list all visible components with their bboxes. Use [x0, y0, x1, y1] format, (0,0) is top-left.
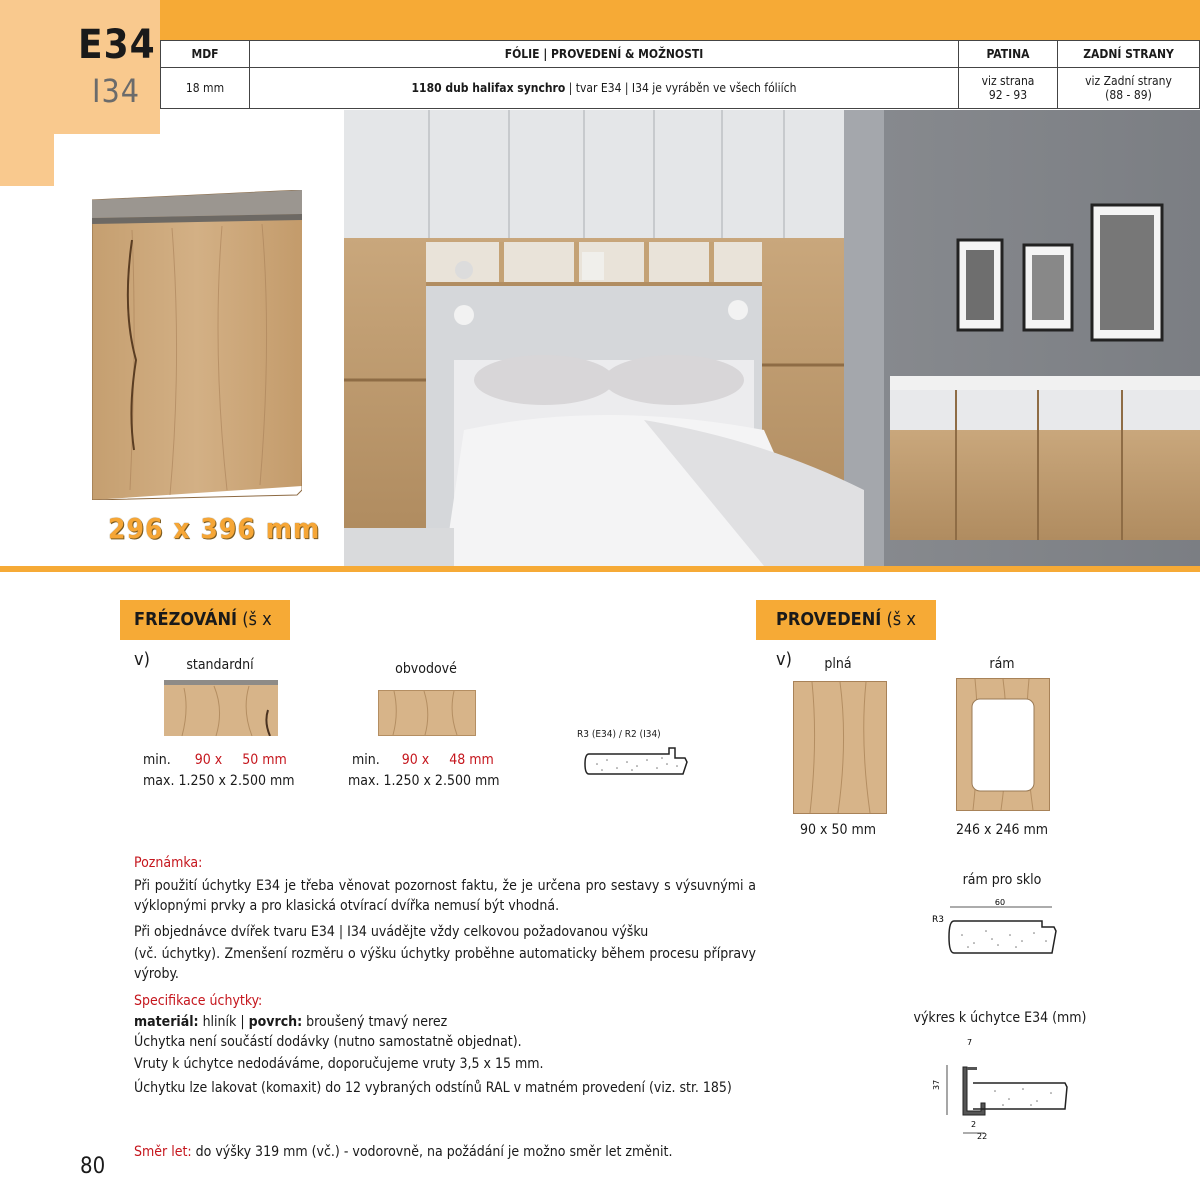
vykres-dim-7: 7 — [967, 1038, 973, 1047]
poznamka-title: Poznámka: — [134, 855, 203, 871]
vykres-dim-22: 22 — [977, 1132, 988, 1141]
standard-sample-grain — [164, 680, 278, 736]
top-accent-bar — [160, 0, 1200, 40]
povrch-label: povrch: — [248, 1014, 303, 1030]
ram-size: 246 x 246 mm — [955, 822, 1049, 838]
spec-table — [160, 40, 1200, 109]
folie-rest: | tvar E34 | I34 je vyráběn ve všech fóliích — [565, 81, 797, 95]
ram-sklo-drawing-svg — [930, 895, 1060, 965]
smer-label: Směr let: — [134, 1144, 192, 1160]
provedeni-title-sub: (š x v) — [776, 609, 916, 670]
vykres-dim-37: 37 — [932, 1079, 941, 1090]
profile-drawing — [583, 744, 693, 788]
spec-header-row — [161, 41, 1200, 68]
ram-sklo-r: R3 — [932, 915, 944, 925]
standard-min-w: 90 x — [194, 752, 223, 768]
vykres-label: výkres k úchytce E34 (mm) — [913, 1010, 1087, 1026]
room-illustration — [344, 110, 1200, 566]
vykres-drawing — [925, 1035, 1075, 1149]
zadni-line2: (88 - 89) — [1105, 88, 1152, 102]
folie-bold: 1180 dub halifax synchro — [411, 81, 566, 95]
spec-title: Specifikace úchytky: — [134, 993, 263, 1009]
col-mdf: MDF — [161, 41, 250, 68]
ram-sklo-label: rám pro sklo — [962, 872, 1042, 888]
profile-label: R3 (E34) / R2 (I34) — [577, 729, 661, 740]
obvodove-min-label: min. — [352, 752, 380, 768]
plna-size: 90 x 50 mm — [799, 822, 877, 838]
product-code: E34 — [78, 22, 156, 68]
plna-label: plná — [824, 656, 852, 672]
obvodove-min-w: 90 x — [401, 752, 430, 768]
spec-l2: Úchytka není součástí dodávky (nutno samostatně objednat). — [134, 1034, 522, 1050]
obvodove-min — [352, 752, 494, 768]
patina-line1: viz strana — [981, 74, 1035, 88]
obvodove-min-h: 48 mm — [449, 752, 494, 768]
standard-min-label: min. — [143, 752, 171, 768]
spec-l3: Vruty k úchytce nedodáváme, doporučujeme vruty 3,5 x 15 mm. — [134, 1056, 544, 1072]
page-number: 80 — [80, 1154, 106, 1179]
ram-label: rám — [989, 656, 1015, 672]
obvodove-sample — [378, 690, 476, 736]
provedeni-title: PROVEDENÍ — [776, 609, 882, 630]
zadni-value — [1058, 68, 1200, 109]
frezovani-title-sub: (š x v) — [134, 609, 272, 670]
obvodove-sample-grain — [379, 691, 475, 735]
standard-min-h: 50 mm — [242, 752, 287, 768]
material-label: materiál: — [134, 1014, 199, 1030]
spec-l4: Úchytku lze lakovat (komaxit) do 12 vybraných odstínů RAL v matném provedení (viz. str. 185) — [134, 1080, 732, 1096]
povrch-value: broušený tmavý nerez — [302, 1014, 448, 1030]
standard-sample — [164, 680, 278, 736]
mdf-value: 18 mm — [161, 68, 250, 109]
standard-min — [143, 752, 287, 768]
section-separator — [0, 566, 1200, 572]
col-zadni: ZADNÍ STRANY — [1058, 41, 1200, 68]
standard-label: standardní — [186, 657, 254, 673]
smer-let — [134, 1142, 672, 1162]
ram-sample — [956, 678, 1050, 811]
note-p2a: Při objednávce dvířek tvaru E34 | I34 uvádějte vždy celkovou požadovanou výšku — [134, 924, 649, 940]
zadni-line1: viz Zadní strany — [1085, 74, 1172, 88]
ram-sklo-drawing — [930, 895, 1060, 969]
code-box-step — [0, 134, 54, 186]
note-p1: Při použití úchytky E34 je třeba věnovat pozornost faktu, že je určena pro sestavy s výsuvnými a výklopnými prvky a pro klasická otvírací dvířka nemusí být vhodná. — [134, 878, 756, 914]
door-sample-image — [92, 190, 302, 500]
patina-value — [959, 68, 1058, 109]
plna-sample — [793, 681, 887, 814]
spec-value-row — [161, 68, 1200, 109]
ram-sklo-dim: 60 — [994, 898, 1006, 907]
door-size: 296 x 396 mm — [108, 512, 321, 545]
spec-material — [134, 1012, 447, 1032]
material-value: hliník | — [198, 1014, 249, 1030]
vykres-dim-2: 2 — [971, 1120, 977, 1129]
col-patina: PATINA — [959, 41, 1058, 68]
smer-value: do výšky 319 mm (vč.) - vodorovně, na požádání je možno směr let změnit. — [191, 1144, 673, 1160]
frezovani-title: FRÉZOVÁNÍ — [134, 609, 238, 630]
door-sample — [92, 190, 302, 500]
obvodove-max: max. 1.250 x 2.500 mm — [348, 773, 500, 789]
col-folie: FÓLIE | PROVEDENÍ & MOŽNOSTI — [250, 41, 959, 68]
note-p2b: (vč. úchytky). Zmenšení rozměru o výšku úchytky proběhne automaticky během procesu přípravy výroby. — [134, 946, 756, 982]
profile-drawing-svg — [583, 744, 693, 784]
folie-value — [250, 68, 959, 109]
patina-line2: 92 - 93 — [988, 88, 1028, 102]
room-photo — [344, 110, 1200, 566]
obvodove-label: obvodové — [395, 661, 457, 677]
vykres-drawing-svg — [925, 1035, 1075, 1145]
product-code-alt: I34 — [92, 72, 141, 110]
ram-sample-grain — [957, 679, 1049, 810]
plna-sample-grain — [794, 682, 886, 813]
standard-max: max. 1.250 x 2.500 mm — [143, 773, 295, 789]
